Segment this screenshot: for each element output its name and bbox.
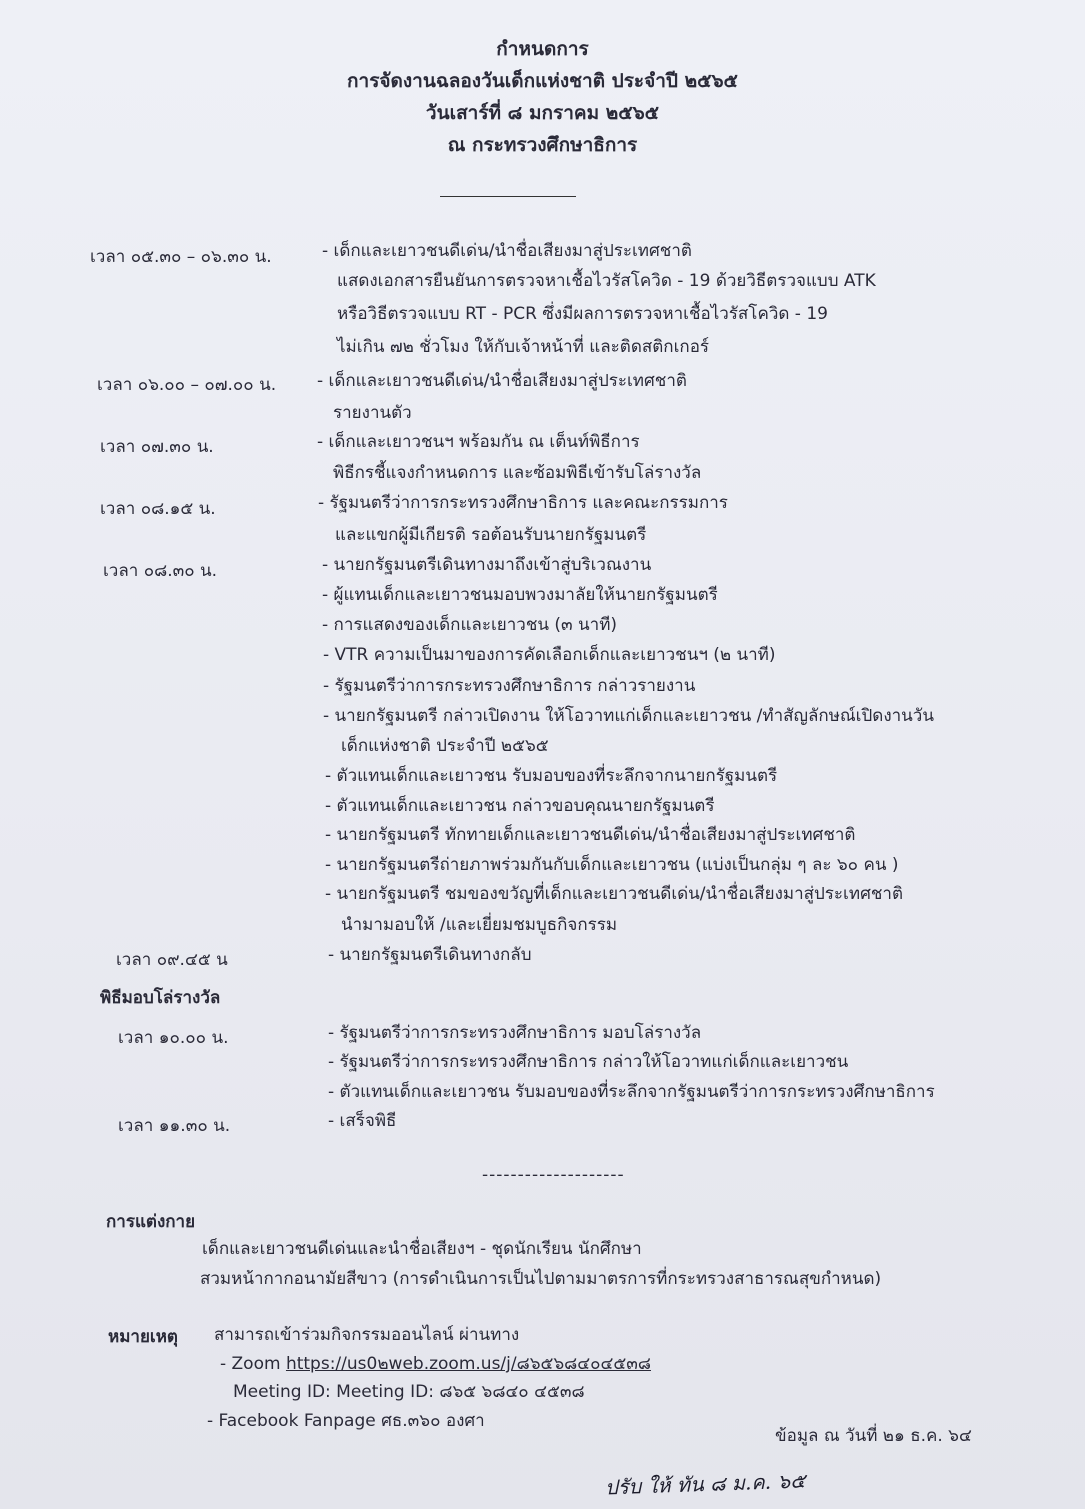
schedule-line: - นายกรัฐมนตรี ชมของขวัญที่เด็กและเยาวชนดีเด่น/นำชื่อเสียงมาสู่ประเทศชาติ [325,884,903,904]
zoom-link[interactable]: https://us0๒web.zoom.us/j/๘๖๕๖๘๔๐๔๕๓๘ [285,1354,651,1374]
schedule-line: - เด็กและเยาวชนดีเด่น/นำชื่อเสียงมาสู่ประเทศชาติ [317,371,687,391]
schedule-line: เด็กแห่งชาติ ประจำปี ๒๕๖๕ [341,736,549,756]
schedule-line: - นายกรัฐมนตรี กล่าวเปิดงาน ให้โอวาทแก่เด็กและเยาวชน /ทำสัญลักษณ์เปิดงานวัน [323,706,934,726]
meeting-id: Meeting ID: Meeting ID: ๘๖๕ ๖๘๔๐ ๔๕๓๘ [233,1382,585,1402]
schedule-time: เวลา ๐๕.๓๐ – ๐๖.๓๐ น. [90,247,272,267]
award-line: - เสร็จพิธี [328,1111,397,1131]
award-time: เวลา ๑๐.๐๐ น. [118,1028,229,1048]
schedule-time: เวลา ๐๗.๓๐ น. [100,437,214,457]
schedule-line: - นายกรัฐมนตรีเดินทางกลับ [328,945,532,965]
schedule-line: หรือวิธีตรวจแบบ RT - PCR ซึ่งมีผลการตรวจหาเชื้อไวรัสโควิด - 19 [337,304,828,324]
dress-line: สวมหน้ากากอนามัยสีขาว (การดำเนินการเป็นไปตามมาตรการที่กระทรวงสาธารณสุขกำหนด) [200,1269,882,1289]
schedule-time: เวลา ๐๙.๔๕ น [116,950,228,970]
schedule-line: - เด็กและเยาวชนดีเด่น/นำชื่อเสียงมาสู่ประเทศชาติ [322,241,692,261]
schedule-time: เวลา ๐๘.๑๕ น. [100,499,216,519]
schedule-line: รายงานตัว [333,403,412,423]
info-date: ข้อมูล ณ วันที่ ๒๑ ธ.ค. ๖๔ [775,1426,972,1446]
facebook-line: - Facebook Fanpage ศธ.๓๖๐ องศา [207,1411,485,1431]
schedule-line: - นายกรัฐมนตรีถ่ายภาพร่วมกันกับเด็กและเยาวชน (แบ่งเป็นกลุ่ม ๆ ละ ๖๐ คน ) [325,855,899,875]
schedule-time: เวลา ๐๘.๓๐ น. [103,561,218,581]
schedule-line: - ผู้แทนเด็กและเยาวชนมอบพวงมาลัยให้นายกรัฐมนตรี [322,585,718,605]
schedule-line: - รัฐมนตรีว่าการกระทรวงศึกษาธิการ และคณะกรรมการ [318,493,728,513]
doc-title-line-1: กำหนดการ [496,38,589,60]
schedule-line: - ตัวแทนเด็กและเยาวชน รับมอบของที่ระลึกจากนายกรัฐมนตรี [325,766,778,786]
award-line: - รัฐมนตรีว่าการกระทรวงศึกษาธิการ มอบโล่รางวัล [328,1023,702,1043]
schedule-line: - เด็กและเยาวชนฯ พร้อมกัน ณ เต็นท์พิธีการ [317,432,640,452]
doc-title-line-3: วันเสาร์ที่ ๘ มกราคม ๒๕๖๕ [425,102,660,124]
award-heading: พิธีมอบโล่รางวัล [100,988,221,1008]
doc-title-line-4: ณ กระทรวงศึกษาธิการ [447,134,638,156]
schedule-line: นำมามอบให้ /และเยี่ยมชมบูธกิจกรรม [341,915,618,935]
schedule-line: - การแสดงของเด็กและเยาวชน (๓ นาที) [322,615,618,635]
schedule-line: แสดงเอกสารยืนยันการตรวจหาเชื้อไวรัสโควิด - 19 ด้วยวิธีตรวจแบบ ATK [337,271,876,291]
schedule-line: และแขกผู้มีเกียรติ รอต้อนรับนายกรัฐมนตรี [335,525,647,545]
handwritten-note: ปรับ ให้ ทัน ๘ ม.ค. ๖๕ [604,1468,806,1500]
award-line: - รัฐมนตรีว่าการกระทรวงศึกษาธิการ กล่าวให้โอวาทแก่เด็กและเยาวชน [328,1052,849,1072]
schedule-line: พิธีกรชี้แจงกำหนดการ และซ้อมพิธีเข้ารับโล่รางวัล [333,463,702,483]
schedule-line: - รัฐมนตรีว่าการกระทรวงศึกษาธิการ กล่าวรายงาน [323,676,696,696]
dress-line: เด็กและเยาวชนดีเด่นและนำชื่อเสียงฯ - ชุดนักเรียน นักศึกษา [202,1239,642,1259]
zoom-prefix: - Zoom [220,1354,286,1374]
schedule-line: - ตัวแทนเด็กและเยาวชน กล่าวขอบคุณนายกรัฐมนตรี [325,796,715,816]
schedule-line: - VTR ความเป็นมาของการคัดเลือกเด็กและเยาวชนฯ (๒ นาที) [323,645,776,665]
schedule-line: - นายกรัฐมนตรีเดินทางมาถึงเข้าสู่บริเวณงาน [322,555,652,575]
dashed-separator: -------------------- [482,1165,625,1185]
award-line: - ตัวแทนเด็กและเยาวชน รับมอบของที่ระลึกจากรัฐมนตรีว่าการกระทรวงศึกษาธิการ [328,1082,935,1102]
zoom-line [220,1350,651,1377]
award-time: เวลา ๑๑.๓๐ น. [118,1116,231,1136]
note-intro: สามารถเข้าร่วมกิจกรรมออนไลน์ ผ่านทาง [214,1325,520,1345]
note-heading: หมายเหตุ [108,1327,178,1347]
dress-heading: การแต่งกาย [106,1212,196,1232]
schedule-line: ไม่เกิน ๗๒ ชั่วโมง ให้กับเจ้าหน้าที่ และติดสติกเกอร์ [337,337,710,357]
title-underline [440,196,576,197]
schedule-time: เวลา ๐๖.๐๐ – ๐๗.๐๐ น. [97,375,277,395]
doc-title-line-2: การจัดงานฉลองวันเด็กแห่งชาติ ประจำปี ๒๕๖๕ [347,70,738,92]
schedule-line: - นายกรัฐมนตรี ทักทายเด็กและเยาวชนดีเด่น/นำชื่อเสียงมาสู่ประเทศชาติ [325,825,856,845]
